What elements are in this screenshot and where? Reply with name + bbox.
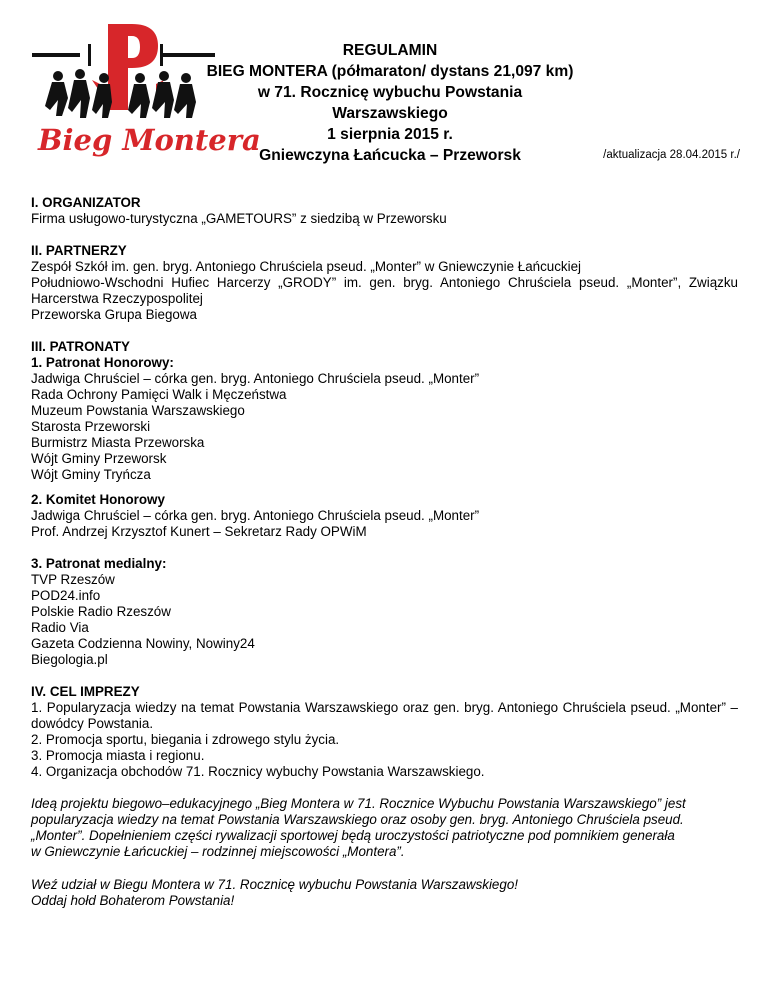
media-item: POD24.info: [31, 588, 101, 603]
header-route: Gniewczyna Łańcucka – Przeworsk: [259, 147, 521, 164]
logo-text: Bieg Montera: [38, 123, 261, 157]
honorary-heading: 1. Patronat Honorowy:: [31, 355, 174, 370]
partner-item: Zespół Szkół im. gen. bryg. Antoniego Chruściela pseud. „Monter” w Gniewczynie Łańcuckiej: [31, 259, 582, 274]
honorary-item: Rada Ochrony Pamięci Walk i Męczeństwa: [31, 387, 287, 402]
closing-line: Weź udział w Biegu Montera w 71. Rocznicę wybuchu Powstania Warszawskiego!: [31, 877, 518, 892]
document-body: [31, 195, 738, 926]
bieg-montera-logo: [28, 20, 261, 160]
honorary-item: Burmistrz Miasta Przeworska: [31, 435, 205, 450]
section-goal: [31, 684, 738, 780]
partners-heading: II. PARTNERZY: [31, 243, 127, 258]
goal-item: 3. Promocja miasta i regionu.: [31, 748, 205, 763]
section-partners: [31, 243, 738, 323]
goal-item: 4. Organizacja obchodów 71. Rocznicy wybuchy Powstania Warszawskiego.: [31, 764, 485, 779]
logo-graphic: [28, 20, 261, 160]
header-occasion: w 71. Rocznicę wybuchu Powstania Warszawskiego: [257, 84, 523, 122]
organizer-text: Firma usługowo-turystyczna „GAMETOURS” z siedzibą w Przeworsku: [31, 211, 447, 226]
idea-line: w Gniewczynie Łańcuckiej – rodzinnej miejscowości „Montera”.: [31, 844, 405, 859]
header-title: REGULAMIN: [342, 42, 438, 59]
media-item: Radio Via: [31, 620, 89, 635]
idea-paragraph: [31, 796, 738, 860]
logo-tick-left: [88, 44, 91, 66]
patronage-heading: III. PATRONATY: [31, 339, 130, 354]
honorary-item: Jadwiga Chruściel – córka gen. bryg. Antoniego Chruściela pseud. „Monter”: [31, 371, 480, 386]
document-header: [200, 40, 580, 166]
committee-item: Prof. Andrzej Krzysztof Kunert – Sekretarz Rady OPWiM: [31, 524, 367, 539]
media-item: Biegologia.pl: [31, 652, 108, 667]
goal-item: 1. Popularyzacja wiedzy na temat Powstania Warszawskiego oraz gen. bryg. Antoniego Chruściela pseud. „Monter” – dowódcy Powstania.: [31, 700, 738, 731]
media-item: Gazeta Codzienna Nowiny, Nowiny24: [31, 636, 255, 651]
committee-item: Jadwiga Chruściel – córka gen. bryg. Antoniego Chruściela pseud. „Monter”: [31, 508, 480, 523]
goal-item: 2. Promocja sportu, biegania i zdrowego stylu życia.: [31, 732, 340, 747]
media-item: TVP Rzeszów: [31, 572, 115, 587]
spacer: [31, 540, 738, 556]
media-heading: 3. Patronat medialny:: [31, 556, 167, 571]
partner-item: Południowo-Wschodni Hufiec Harcerzy „GRODY” im. gen. bryg. Antoniego Chruściela pseud. „Monter”, Związku Harcerstwa Rzeczypospolitej: [31, 275, 738, 306]
logo-bar-left: [32, 53, 80, 57]
partner-item: Przeworska Grupa Biegowa: [31, 307, 197, 322]
idea-line: Ideą projektu biegowo–edukacyjnego „Bieg Montera w 71. Rocznice Wybuchu Powstania Warszawskiego” jest: [31, 796, 686, 811]
spacer: [31, 483, 738, 492]
honorary-item: Wójt Gminy Tryńcza: [31, 467, 151, 482]
honorary-item: Starosta Przeworski: [31, 419, 151, 434]
header-date: 1 sierpnia 2015 r.: [327, 126, 453, 143]
media-item: Polskie Radio Rzeszów: [31, 604, 171, 619]
closing-line: Oddaj hołd Bohaterom Powstania!: [31, 893, 235, 908]
section-patronage: [31, 339, 738, 668]
organizer-heading: I. ORGANIZATOR: [31, 195, 141, 210]
idea-line: „Monter”. Dopełnieniem części rywalizacji sportowej będą uroczystości patriotyczne pod pomnikiem generała: [31, 828, 675, 843]
goal-heading: IV. CEL IMPREZY: [31, 684, 140, 699]
section-organizer: [31, 195, 738, 227]
update-note: /aktualizacja 28.04.2015 r./: [603, 149, 740, 161]
logo-tick-right: [160, 44, 163, 66]
idea-line: popularyzacja wiedzy na temat Powstania Warszawskiego oraz osoby gen. bryg. Antoniego Chruściela pseud.: [31, 812, 684, 827]
honorary-item: Muzeum Powstania Warszawskiego: [31, 403, 245, 418]
honorary-item: Wójt Gminy Przeworsk: [31, 451, 167, 466]
header-event: BIEG MONTERA (półmaraton/ dystans 21,097 km): [206, 63, 574, 80]
closing-paragraph: [31, 877, 738, 909]
committee-heading: 2. Komitet Honorowy: [31, 492, 165, 507]
